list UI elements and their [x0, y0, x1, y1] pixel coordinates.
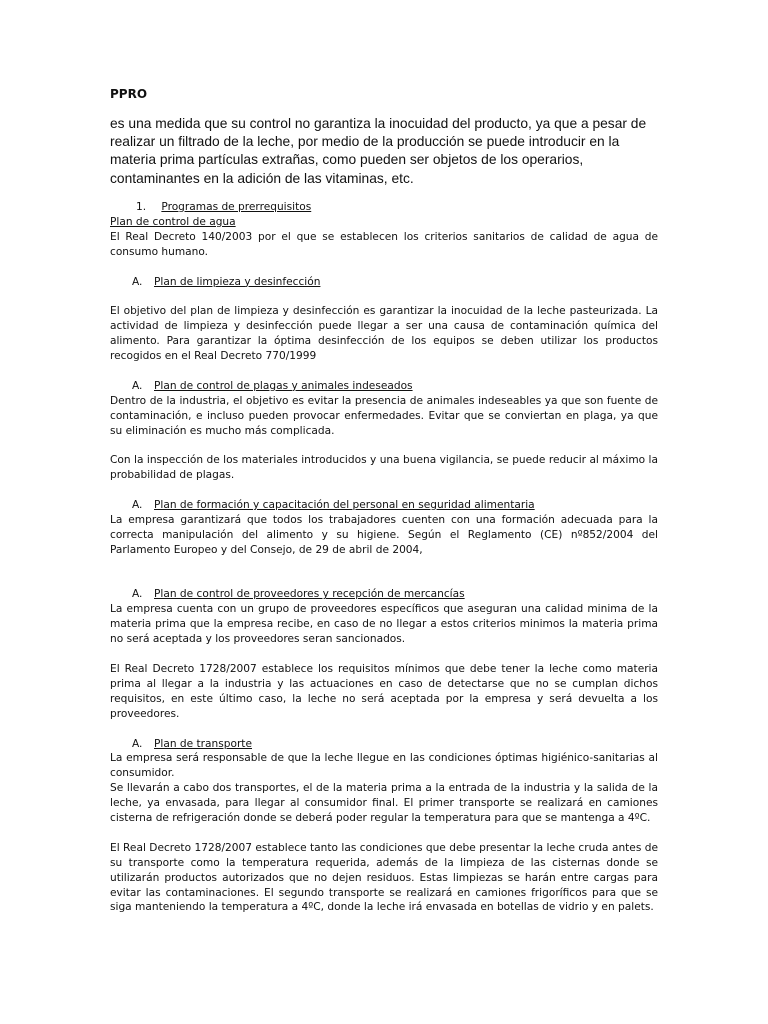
plan-heading-text: Plan de limpieza y desinfección — [154, 275, 321, 288]
spacer — [110, 438, 658, 453]
training-plan-paragraph: La empresa garantizará que todos los trabajadores cuenten con una formación adecuada para la correcta manipulación del alimento y su higiene. Según el Reglamento (CE) nº852/2004 del Parlamento Europeo y del Consejo, de 29 de abril de 2004, — [110, 513, 658, 556]
list-marker: A. — [132, 499, 143, 512]
document-body — [110, 200, 658, 915]
intro-paragraph: es una medida que su control no garantiza la inocuidad del producto, ya que a pesar de realizar un filtrado de la leche, por medio de la producción se puede introducir en la materia prima partículas extrañas, como pueden ser objetos de los operarios, contaminantes en la adición de las vitaminas, etc. — [110, 116, 647, 186]
section-number: 1. — [136, 201, 147, 213]
water-plan-paragraph: El Real Decreto 140/2003 por el que se establecen los criterios sanitarios de calidad de agua de consumo humano. — [110, 230, 658, 258]
pest-plan-heading — [110, 379, 658, 394]
pest-plan-paragraph: Dentro de la industria, el objetivo es evitar la presencia de animales indeseables ya que son fuente de contaminación, e incluso pueden provocar enfermedades. Evitar que se conviertan en plaga, ya que su eliminación es mucho más complicada. — [110, 394, 658, 437]
spacer — [110, 826, 658, 841]
suppliers-plan-heading — [110, 587, 658, 602]
spacer — [110, 364, 658, 379]
cleaning-plan-heading — [110, 275, 658, 290]
training-plan-heading — [110, 498, 658, 513]
section-heading: Programas de prerrequisitos — [161, 201, 312, 213]
transport-plan-paragraph-2: Se llevarán a cabo dos transportes, el de la materia prima a la entrada de la industria y la salida de la leche, ya envasada, para llegar al consumidor final. El primer transporte se realizará en camiones cisterna de refrigeración donde se deberá poder regular la temperatura para que se mantenga a 4ºC. — [110, 782, 658, 825]
suppliers-plan-paragraph: La empresa cuenta con un grupo de proveedores específicos que aseguran una calidad minima de la materia prima que la empresa recibe, en caso de no llegar a estos criterios minimos la materia prima no será aceptada y los proveedores seran sancionados. — [110, 603, 658, 646]
plan-heading-text: Plan de transporte — [154, 737, 252, 750]
spacer — [110, 647, 658, 662]
plan-heading-text: Plan de control de proveedores y recepción de mercancías — [154, 588, 465, 601]
suppliers-plan-paragraph-2: El Real Decreto 1728/2007 establece los requisitos mínimos que debe tener la leche como materia prima al llegar a la industria y las actuaciones en caso de detectarse que no se cumplan dichos requisitos, en este último caso, la leche no será aceptada por la empresa y será devuelta a los proveedores. — [110, 662, 658, 720]
transport-plan-heading — [110, 737, 658, 752]
document-title: PPRO — [110, 87, 148, 101]
cleaning-plan-paragraph: El objetivo del plan de limpieza y desinfección es garantizar la inocuidad de la leche pasteurizada. La actividad de limpieza y desinfección puede llegar a ser una causa de contaminación química del alimento. Para garantizar la óptima desinfección de los equipos se deben utilizar los productos recogidos en el Real Decreto 770/1999 — [110, 305, 658, 363]
plan-heading-text: Plan de formación y capacitación del personal en seguridad alimentaria — [154, 499, 535, 512]
spacer — [110, 722, 658, 737]
plan-heading-text: Plan de control de plagas y animales indeseados — [154, 379, 413, 392]
list-marker: A. — [132, 737, 143, 750]
water-plan-heading: Plan de control de agua — [110, 215, 236, 228]
spacer — [110, 483, 658, 498]
list-marker: A. — [132, 588, 143, 601]
spacer — [110, 558, 658, 588]
transport-plan-paragraph: La empresa será responsable de que la leche llegue en las condiciones óptimas higiénico-sanitarias al consumidor. — [110, 752, 658, 780]
spacer — [110, 289, 658, 304]
transport-plan-paragraph-3: El Real Decreto 1728/2007 establece tanto las condiciones que debe presentar la leche cruda antes de su transporte como la temperatura requerida, además de la limpieza de las cisternas donde se utilizarán productos autorizados que no dejen residuos. Estas limpiezas se harán entre cargas para evitar las contaminaciones. El segundo transporte se realizará en camiones frigoríficos para que se siga manteniendo la temperatura a 4ºC, donde la leche irá envasada en botellas de vidrio y en palets. — [110, 841, 658, 914]
list-marker: A. — [132, 275, 143, 288]
programs-heading — [110, 200, 658, 215]
list-marker: A. — [132, 379, 143, 392]
pest-plan-paragraph-2: Con la inspección de los materiales introducidos y una buena vigilancia, se puede reducir al máximo la probabilidad de plagas. — [110, 454, 658, 482]
spacer — [110, 260, 658, 275]
